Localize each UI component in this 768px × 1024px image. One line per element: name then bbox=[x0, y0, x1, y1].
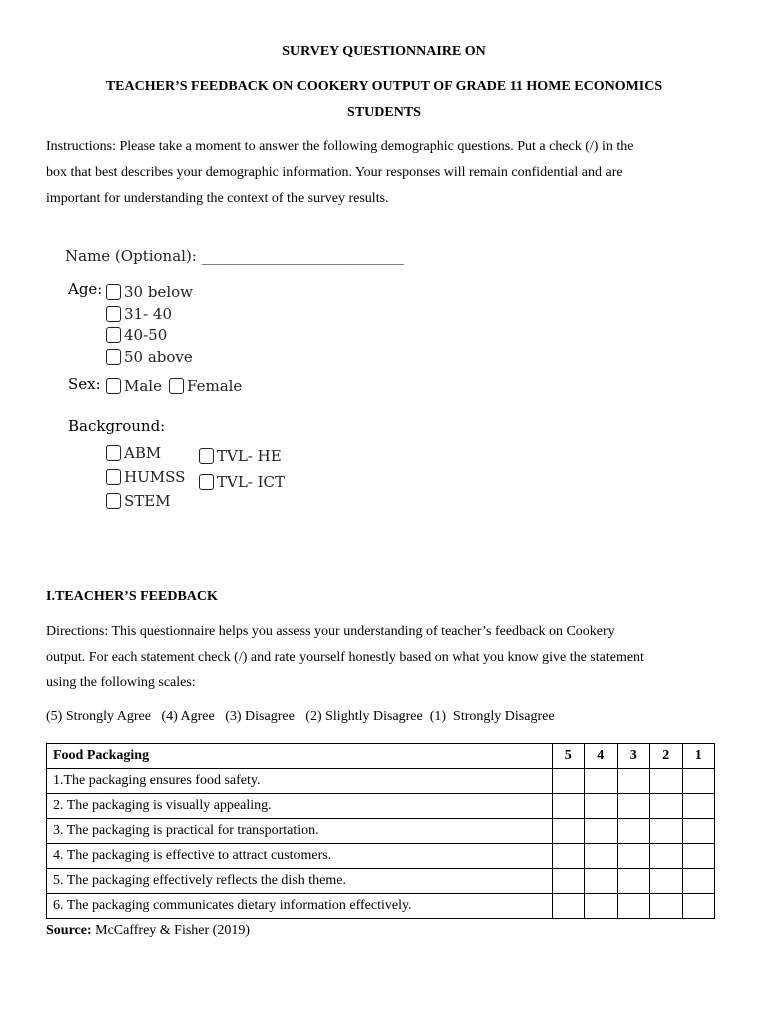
rating-cell[interactable] bbox=[650, 819, 683, 844]
source-label: Source: bbox=[46, 923, 92, 938]
source-text: McCaffrey & Fisher (2019) bbox=[91, 923, 250, 938]
directions-line: using the following scales: bbox=[46, 675, 196, 690]
table-header-row bbox=[47, 744, 715, 769]
table-header-category: Food Packaging bbox=[47, 744, 553, 769]
table-row bbox=[47, 894, 715, 919]
rating-cell[interactable] bbox=[682, 869, 715, 894]
column-header-1: 1 bbox=[682, 744, 715, 769]
rating-cell[interactable] bbox=[552, 794, 585, 819]
checkbox-icon[interactable] bbox=[106, 306, 121, 322]
rating-cell[interactable] bbox=[682, 769, 715, 794]
instructions-line: important for understanding the context of the survey results. bbox=[46, 191, 389, 206]
directions-line: Directions: This questionnaire helps you assess your understanding of teacher’s feedback on Cookery bbox=[46, 624, 615, 639]
rating-scale: (5) Strongly Agree (4) Agree (3) Disagree (2) Slightly Disagree (1) Strongly Disagree bbox=[46, 709, 555, 724]
sex-label: Sex: bbox=[68, 375, 101, 393]
background-options-col1 bbox=[106, 441, 185, 513]
rating-cell[interactable] bbox=[552, 869, 585, 894]
rating-cell[interactable] bbox=[650, 894, 683, 919]
checkbox-icon[interactable] bbox=[199, 474, 214, 490]
age-option[interactable]: 50 above bbox=[106, 347, 193, 369]
table-row bbox=[47, 794, 715, 819]
survey-subtitle-line1: TEACHER’S FEEDBACK ON COOKERY OUTPUT OF GRADE 11 HOME ECONOMICS bbox=[105, 79, 663, 94]
rating-cell[interactable] bbox=[650, 844, 683, 869]
statement: 6. The packaging communicates dietary information effectively. bbox=[47, 894, 553, 919]
checkbox-icon[interactable] bbox=[106, 378, 121, 394]
background-options-col2 bbox=[199, 443, 285, 495]
statement: 4. The packaging is effective to attract customers. bbox=[47, 844, 553, 869]
column-header-4: 4 bbox=[585, 744, 618, 769]
instructions-line: box that best describes your demographic information. Your responses will remain confidential and are bbox=[46, 165, 623, 180]
background-label: Background: bbox=[68, 417, 166, 435]
rating-cell[interactable] bbox=[585, 769, 618, 794]
checkbox-icon[interactable] bbox=[169, 378, 184, 394]
checkbox-icon[interactable] bbox=[106, 493, 121, 509]
checkbox-icon[interactable] bbox=[106, 327, 121, 343]
age-options bbox=[106, 282, 193, 368]
background-option[interactable]: HUMSS bbox=[106, 465, 185, 489]
rating-cell[interactable] bbox=[585, 894, 618, 919]
table-row bbox=[47, 769, 715, 794]
rating-cell[interactable] bbox=[617, 869, 650, 894]
rating-cell[interactable] bbox=[585, 819, 618, 844]
rating-cell[interactable] bbox=[552, 894, 585, 919]
table-row bbox=[47, 844, 715, 869]
background-option[interactable]: TVL- ICT bbox=[199, 469, 285, 495]
column-header-5: 5 bbox=[552, 744, 585, 769]
background-option[interactable]: TVL- HE bbox=[199, 443, 285, 469]
rating-cell[interactable] bbox=[617, 819, 650, 844]
rating-cell[interactable] bbox=[617, 894, 650, 919]
sex-option-female[interactable]: Female bbox=[169, 377, 242, 395]
rating-cell[interactable] bbox=[682, 844, 715, 869]
rating-table bbox=[46, 743, 715, 919]
rating-cell[interactable] bbox=[585, 869, 618, 894]
age-option[interactable]: 40-50 bbox=[106, 325, 193, 347]
rating-cell[interactable] bbox=[650, 869, 683, 894]
rating-cell[interactable] bbox=[650, 769, 683, 794]
checkbox-icon[interactable] bbox=[106, 469, 121, 485]
column-header-3: 3 bbox=[617, 744, 650, 769]
column-header-2: 2 bbox=[650, 744, 683, 769]
table-row bbox=[47, 819, 715, 844]
rating-cell[interactable] bbox=[650, 794, 683, 819]
table-row bbox=[47, 869, 715, 894]
rating-cell[interactable] bbox=[552, 769, 585, 794]
rating-cell[interactable] bbox=[617, 769, 650, 794]
instructions-line: Instructions: Please take a moment to answer the following demographic questions. Put a check (/) in the bbox=[46, 139, 634, 154]
directions-line: output. For each statement check (/) and rate yourself honestly based on what you know give the statement bbox=[46, 649, 644, 665]
checkbox-icon[interactable] bbox=[106, 349, 121, 365]
rating-cell[interactable] bbox=[617, 844, 650, 869]
background-option[interactable]: ABM bbox=[106, 441, 185, 465]
sex-option-male[interactable]: Male bbox=[106, 377, 162, 395]
statement: 1.The packaging ensures food safety. bbox=[47, 769, 553, 794]
rating-cell[interactable] bbox=[682, 794, 715, 819]
checkbox-icon[interactable] bbox=[199, 448, 214, 464]
source-citation bbox=[46, 923, 250, 939]
rating-cell[interactable] bbox=[682, 894, 715, 919]
rating-cell[interactable] bbox=[682, 819, 715, 844]
statement: 3. The packaging is practical for transportation. bbox=[47, 819, 553, 844]
survey-title: SURVEY QUESTIONNAIRE ON bbox=[282, 44, 486, 59]
statement: 5. The packaging effectively reflects the dish theme. bbox=[47, 869, 553, 894]
section-heading: I.TEACHER’S FEEDBACK bbox=[46, 589, 218, 604]
rating-cell[interactable] bbox=[552, 844, 585, 869]
age-option[interactable]: 31- 40 bbox=[106, 304, 193, 326]
rating-cell[interactable] bbox=[585, 794, 618, 819]
directions bbox=[46, 619, 718, 696]
checkbox-icon[interactable] bbox=[106, 445, 121, 461]
rating-cell[interactable] bbox=[585, 844, 618, 869]
checkbox-icon[interactable] bbox=[106, 284, 121, 300]
statement: 2. The packaging is visually appealing. bbox=[47, 794, 553, 819]
name-field[interactable]: Name (Optional): ___________________________ bbox=[65, 247, 405, 265]
rating-cell[interactable] bbox=[552, 819, 585, 844]
background-option[interactable]: STEM bbox=[106, 489, 185, 513]
instructions bbox=[46, 134, 718, 212]
age-label: Age: bbox=[68, 280, 103, 298]
age-option[interactable]: 30 below bbox=[106, 282, 193, 304]
survey-subtitle-line2: STUDENTS bbox=[347, 105, 421, 120]
rating-cell[interactable] bbox=[617, 794, 650, 819]
